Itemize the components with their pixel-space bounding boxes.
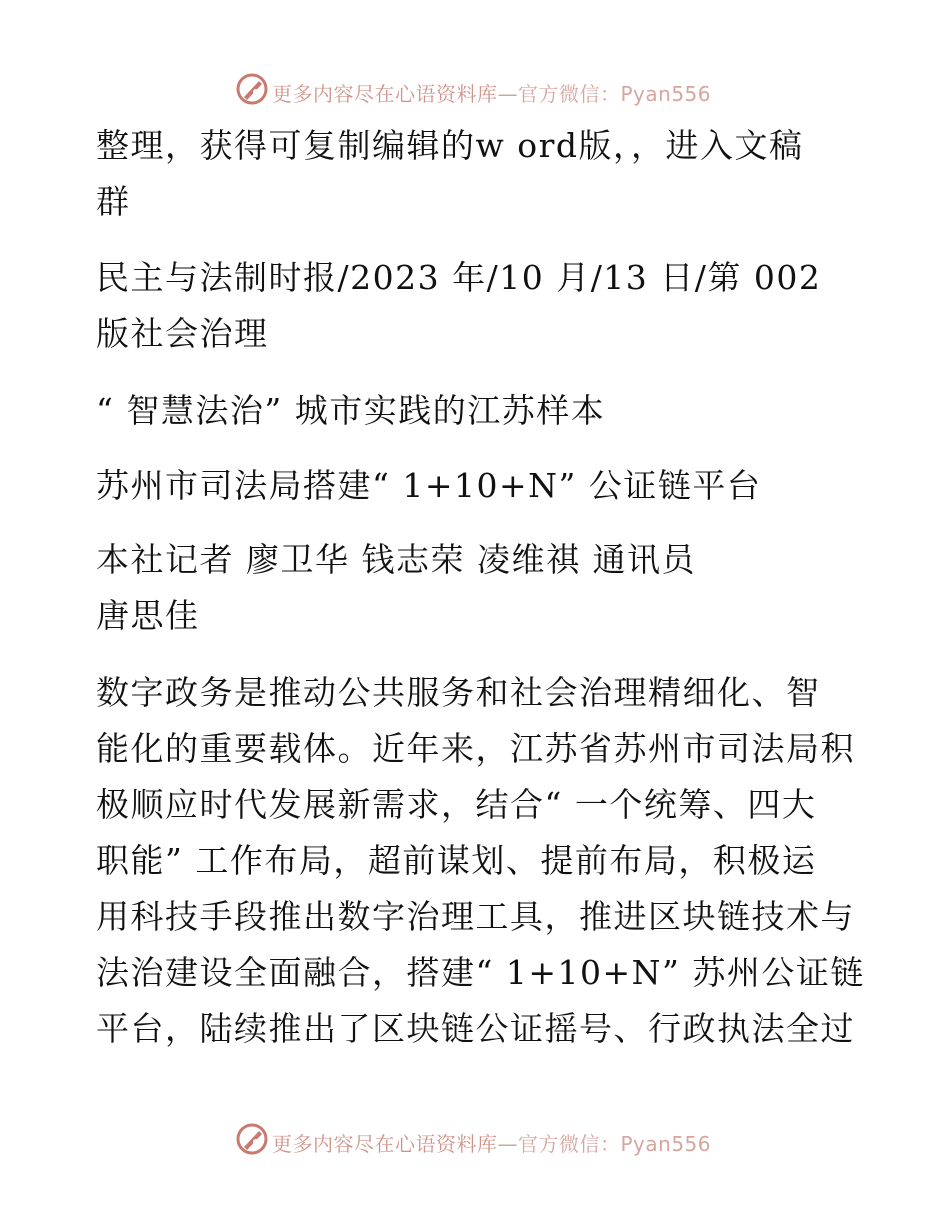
watermark-separator: — bbox=[497, 82, 518, 106]
headline-line: “ 智慧法治” 城市实践的江苏样本 bbox=[96, 391, 606, 430]
headline bbox=[96, 383, 856, 439]
text-line: 群 bbox=[96, 182, 131, 221]
text-line: 数字政务是推动公共服务和社会治理精细化、智 bbox=[96, 673, 821, 712]
intro-paragraph bbox=[96, 118, 856, 230]
subheadline-line: 苏州市司法局搭建“ 1+10+N” 公证链平台 bbox=[96, 466, 762, 505]
pen-logo-icon bbox=[235, 72, 269, 106]
source-paragraph bbox=[96, 250, 856, 362]
watermark-site: 更多内容尽在心语资料库 bbox=[272, 1132, 498, 1156]
pen-logo-icon bbox=[235, 1122, 269, 1156]
watermark-separator: — bbox=[497, 1132, 518, 1156]
text-line: 唐思佳 bbox=[96, 596, 200, 635]
text-line: 用科技手段推出数字治理工具，推进区块链技术与 bbox=[96, 897, 855, 936]
text-line: 职能” 工作布局，超前谋划、提前布局，积极运 bbox=[96, 841, 817, 880]
text-line: 整理，获得可复制编辑的w ord版，，进入文稿 bbox=[96, 126, 804, 165]
watermark-banner-top bbox=[0, 70, 950, 110]
watermark-banner-bottom bbox=[0, 1120, 950, 1160]
text-line: 法治建设全面融合，搭建“ 1+10+N” 苏州公证链 bbox=[96, 953, 865, 992]
byline bbox=[96, 532, 856, 644]
watermark-text bbox=[272, 78, 711, 107]
text-line: 能化的重要载体。近年来，江苏省苏州市司法局积 bbox=[96, 729, 855, 768]
text-line: 民主与法制时报/2023 年/10 月/13 日/第 002 bbox=[96, 258, 822, 297]
text-line: 版社会治理 bbox=[96, 314, 269, 353]
text-line: 极顺应时代发展新需求，结合“ 一个统筹、四大 bbox=[96, 785, 817, 824]
text-line: 本社记者 廖卫华 钱志荣 凌维祺 通讯员 bbox=[96, 540, 696, 579]
body-paragraph bbox=[96, 665, 865, 1057]
watermark-text bbox=[272, 1128, 711, 1157]
watermark-site: 更多内容尽在心语资料库 bbox=[272, 82, 498, 106]
subheadline bbox=[96, 458, 856, 514]
watermark-wechat-id: Pyan556 bbox=[620, 1132, 712, 1156]
watermark-wechat-label: 官方微信： bbox=[518, 1132, 621, 1156]
watermark-wechat-id: Pyan556 bbox=[620, 82, 712, 106]
watermark-wechat-label: 官方微信： bbox=[518, 82, 621, 106]
text-line: 平台，陆续推出了区块链公证摇号、行政执法全过 bbox=[96, 1009, 855, 1048]
